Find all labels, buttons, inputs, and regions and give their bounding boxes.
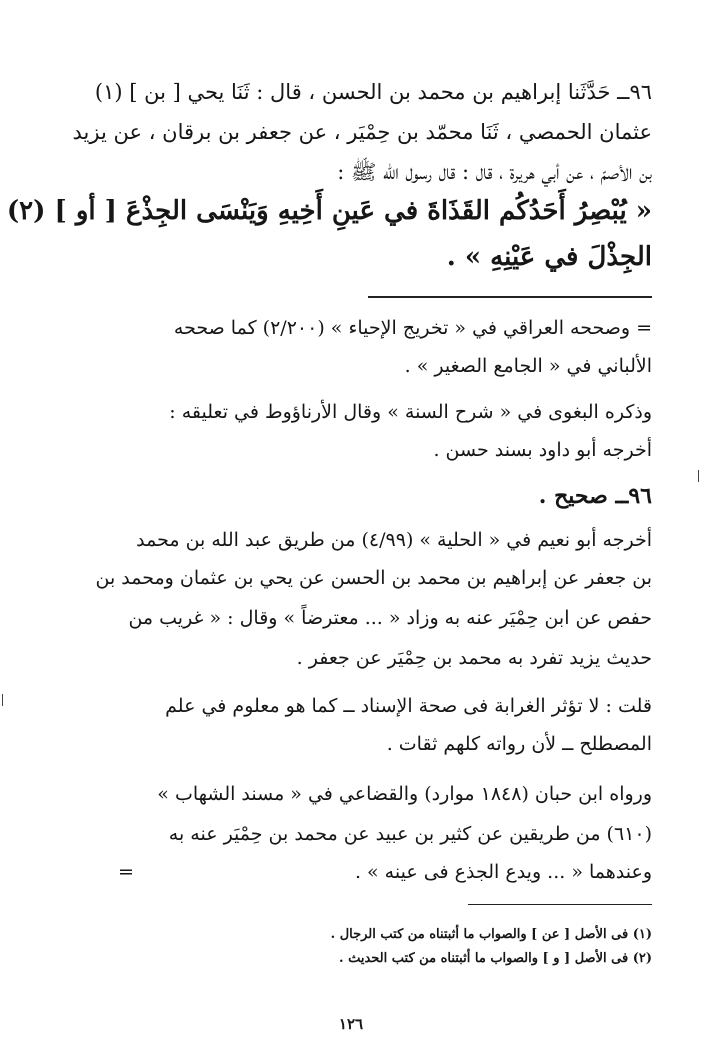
commentary-line: ورواه ابن حبان (١٨٤٨ موارد) والقضاعي في « مسند الشهاب » xyxy=(157,783,652,805)
hadith-matn-line-1: « يُبْصِرُ أَحَدُكُم القَذَاةَ في عَينِ أَخِيهِ وَيَنْسَى الجِذْعَ [ أو ] (٢) xyxy=(6,196,652,226)
commentary-line: بن جعفر عن إبراهيم بن محمد بن الحسن عن يحي بن عثمان ومحمد بن xyxy=(95,567,652,589)
commentary-line: الألباني في « الجامع الصغير » . xyxy=(404,355,652,377)
footnote-separator xyxy=(468,904,652,905)
page-number: ١٢٦ xyxy=(338,1015,364,1033)
text-commentary-separator xyxy=(368,296,652,298)
commentary-line: = وصححه العراقي في « تخريج الإحياء » (٢/٢٠٠) كما صححه xyxy=(173,317,652,339)
hadith-isnad-line-1: ٩٦ــ حَدَّثَنا إبراهيم بن محمد بن الحسن ، قال : ثَنَا يحي [ بن ] (١) xyxy=(94,80,652,104)
hadith-isnad-line-2: عثمان الحمصي ، ثَنَا محمّد بن حِمْيَر ، عن جعفر بن برقان ، عن يزيد xyxy=(72,120,652,144)
commentary-line: أخرجه أبو داود بسند حسن . xyxy=(433,439,652,461)
commentary-line: أخرجه أبو نعيم في « الحلية » (٤/٩٩) من طريق عبد الله بن محمد xyxy=(136,529,652,551)
commentary-line: وذكره البغوى في « شرح السنة » وقال الأرناؤوط في تعليقه : xyxy=(169,401,652,423)
scan-edge-mark xyxy=(698,470,699,482)
commentary-line: قلت : لا تؤثر الغرابة فى صحة الإسناد ــ كما هو معلوم في علم xyxy=(165,695,652,717)
hadith-isnad-line-3: بن الأصمّ ، عن أبي هريرة ، قال : قال رسول الله ﷺ : xyxy=(337,160,652,184)
continuation-mark: = xyxy=(118,861,134,883)
commentary-line: حفص عن ابن حِمْيَر عنه به وزاد « ... معترضاً » وقال : « غريب من xyxy=(128,607,652,629)
commentary-line: وعندهما « ... ويدع الجذع فى عينه » . xyxy=(354,861,652,883)
footnote-2: (٢) فى الأصل [ و ] والصواب ما أثبتناه من كتب الحديث . xyxy=(339,951,652,966)
commentary-line: حديث يزيد تفرد به محمد بن حِمْيَر عن جعفر . xyxy=(296,647,652,669)
commentary-line: المصطلح ــ لأن رواته كلهم ثقات . xyxy=(386,733,652,755)
commentary-line: (٦١٠) من طريقين عن كثير بن عبيد عن محمد بن حِمْيَر عنه به xyxy=(168,823,652,845)
scan-edge-mark xyxy=(2,694,3,706)
grading-heading: ٩٦ــ صحيح . xyxy=(538,483,652,509)
footnote-1: (١) فى الأصل [ عن ] والصواب ما أثبتناه من كتب الرجال . xyxy=(330,927,652,942)
hadith-matn-line-2: الجِذْلَ في عَيْنِهِ » . xyxy=(446,242,652,272)
